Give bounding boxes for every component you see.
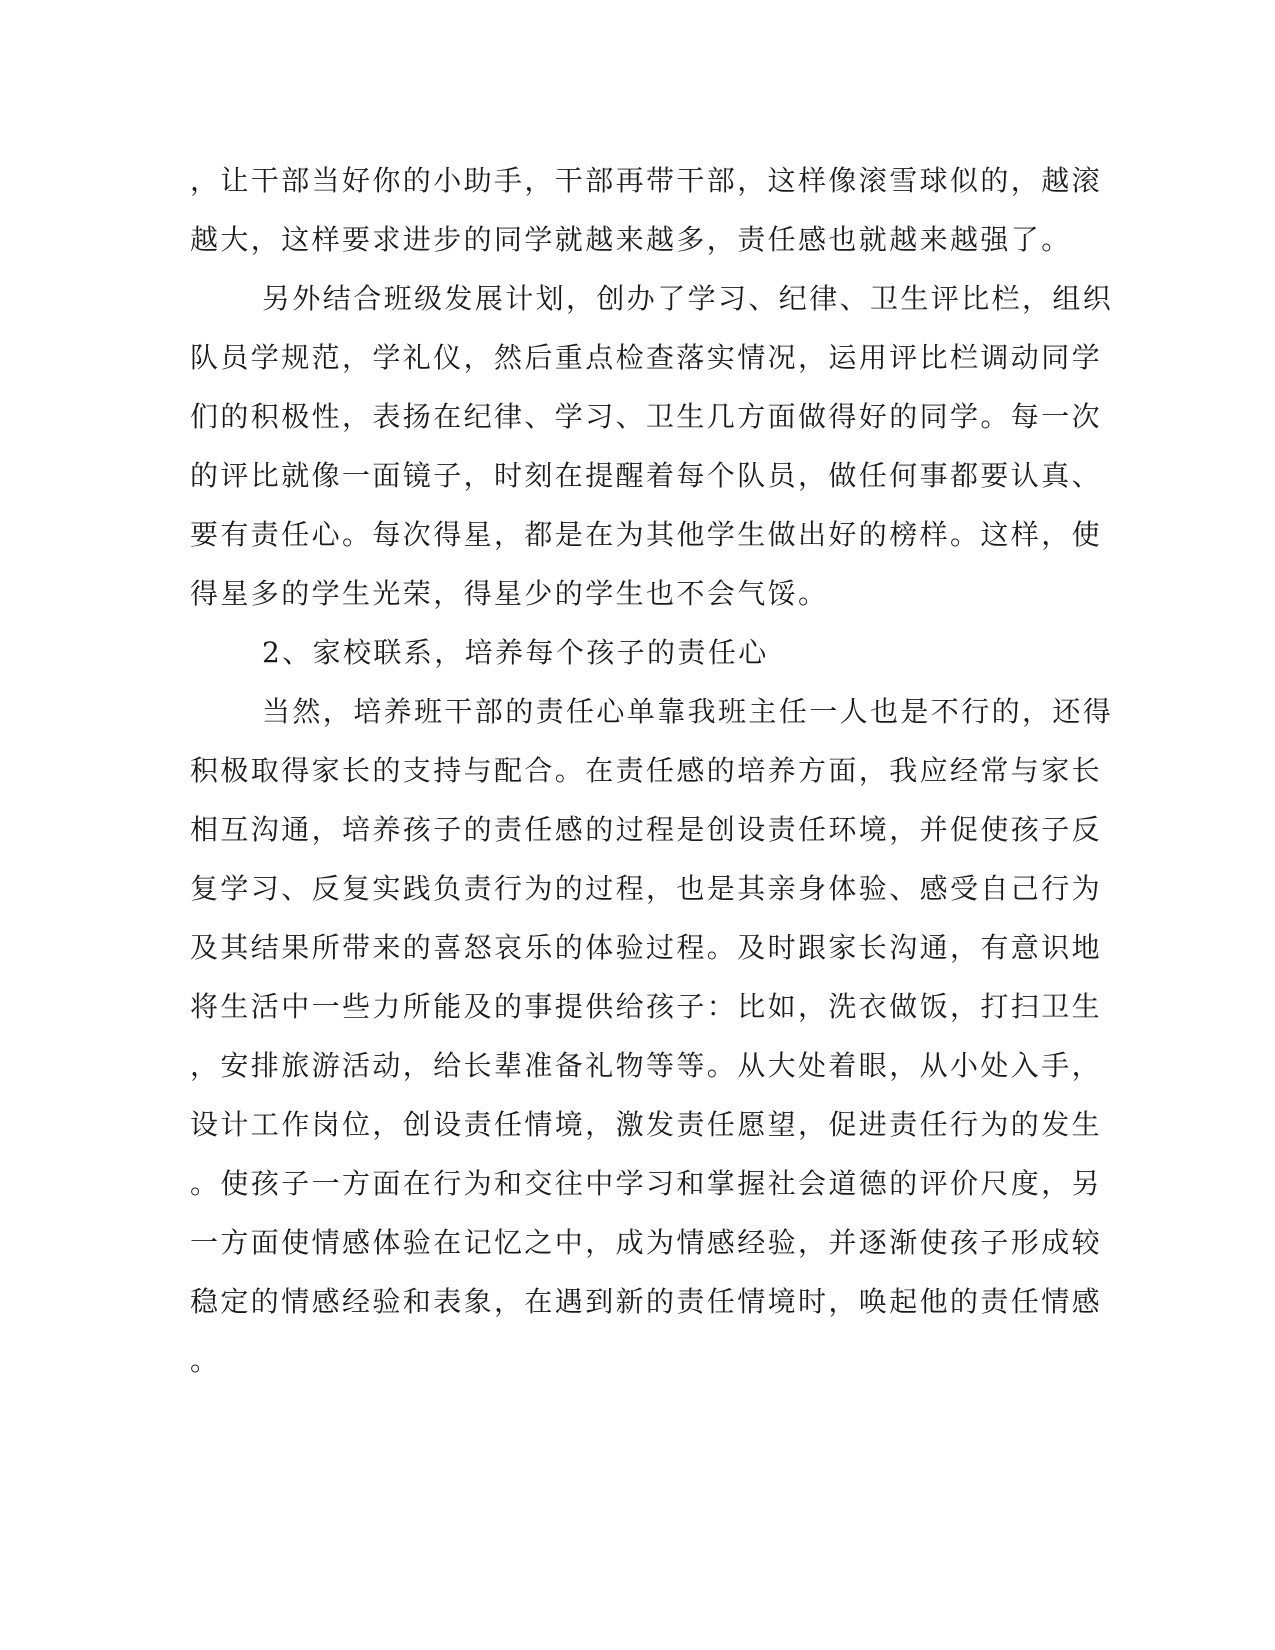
text-line: 要有责任心。每次得星，都是在为其他学生做出好的榜样。这样，使 [190, 518, 1103, 551]
text-line: 越大，这样要求进步的同学就越来越多，责任感也就越来越强了。 [190, 223, 1072, 256]
text-line: 稳定的情感经验和表象，在遇到新的责任情境时，唤起他的责任情感 [190, 1285, 1103, 1318]
text-line: 设计工作岗位，创设责任情境，激发责任愿望，促进责任行为的发生 [190, 1108, 1103, 1141]
paragraph-first-line: 当然，培养班干部的责任心单靠我班主任一人也是不行的，还得 [262, 695, 1114, 728]
text-line: 相互沟通，培养孩子的责任感的过程是创设责任环境，并促使孩子反 [190, 813, 1103, 846]
text-line: ，让干部当好你的小助手，干部再带干部，这样像滚雪球似的，越滚 [190, 164, 1103, 197]
section-heading: 2、家校联系，培养每个孩子的责任心 [262, 636, 769, 669]
text-line: 。 [190, 1344, 221, 1377]
text-line: 将生活中一些力所能及的事提供给孩子：比如，洗衣做饭，打扫卫生 [190, 990, 1103, 1023]
text-line: 的评比就像一面镜子，时刻在提醒着每个队员，做任何事都要认真、 [190, 459, 1103, 492]
text-line: 队员学规范，学礼仪，然后重点检查落实情况，运用评比栏调动同学 [190, 341, 1103, 374]
text-line: 得星多的学生光荣，得星少的学生也不会气馁。 [190, 577, 829, 610]
text-line: 积极取得家长的支持与配合。在责任感的培养方面，我应经常与家长 [190, 754, 1103, 787]
paragraph-first-line: 另外结合班级发展计划，创办了学习、纪律、卫生评比栏，组织 [262, 282, 1114, 315]
text-line: 复学习、反复实践负责行为的过程，也是其亲身体验、感受自己行为 [190, 872, 1103, 905]
text-line: 。使孩子一方面在行为和交往中学习和掌握社会道德的评价尺度，另 [190, 1167, 1103, 1200]
text-line: 及其结果所带来的喜怒哀乐的体验过程。及时跟家长沟通，有意识地 [190, 931, 1103, 964]
text-line: ，安排旅游活动，给长辈准备礼物等等。从大处着眼，从小处入手， [190, 1049, 1103, 1082]
text-line: 们的积极性，表扬在纪律、学习、卫生几方面做得好的同学。每一次 [190, 400, 1103, 433]
text-line: 一方面使情感体验在记忆之中，成为情感经验，并逐渐使孩子形成较 [190, 1226, 1103, 1259]
